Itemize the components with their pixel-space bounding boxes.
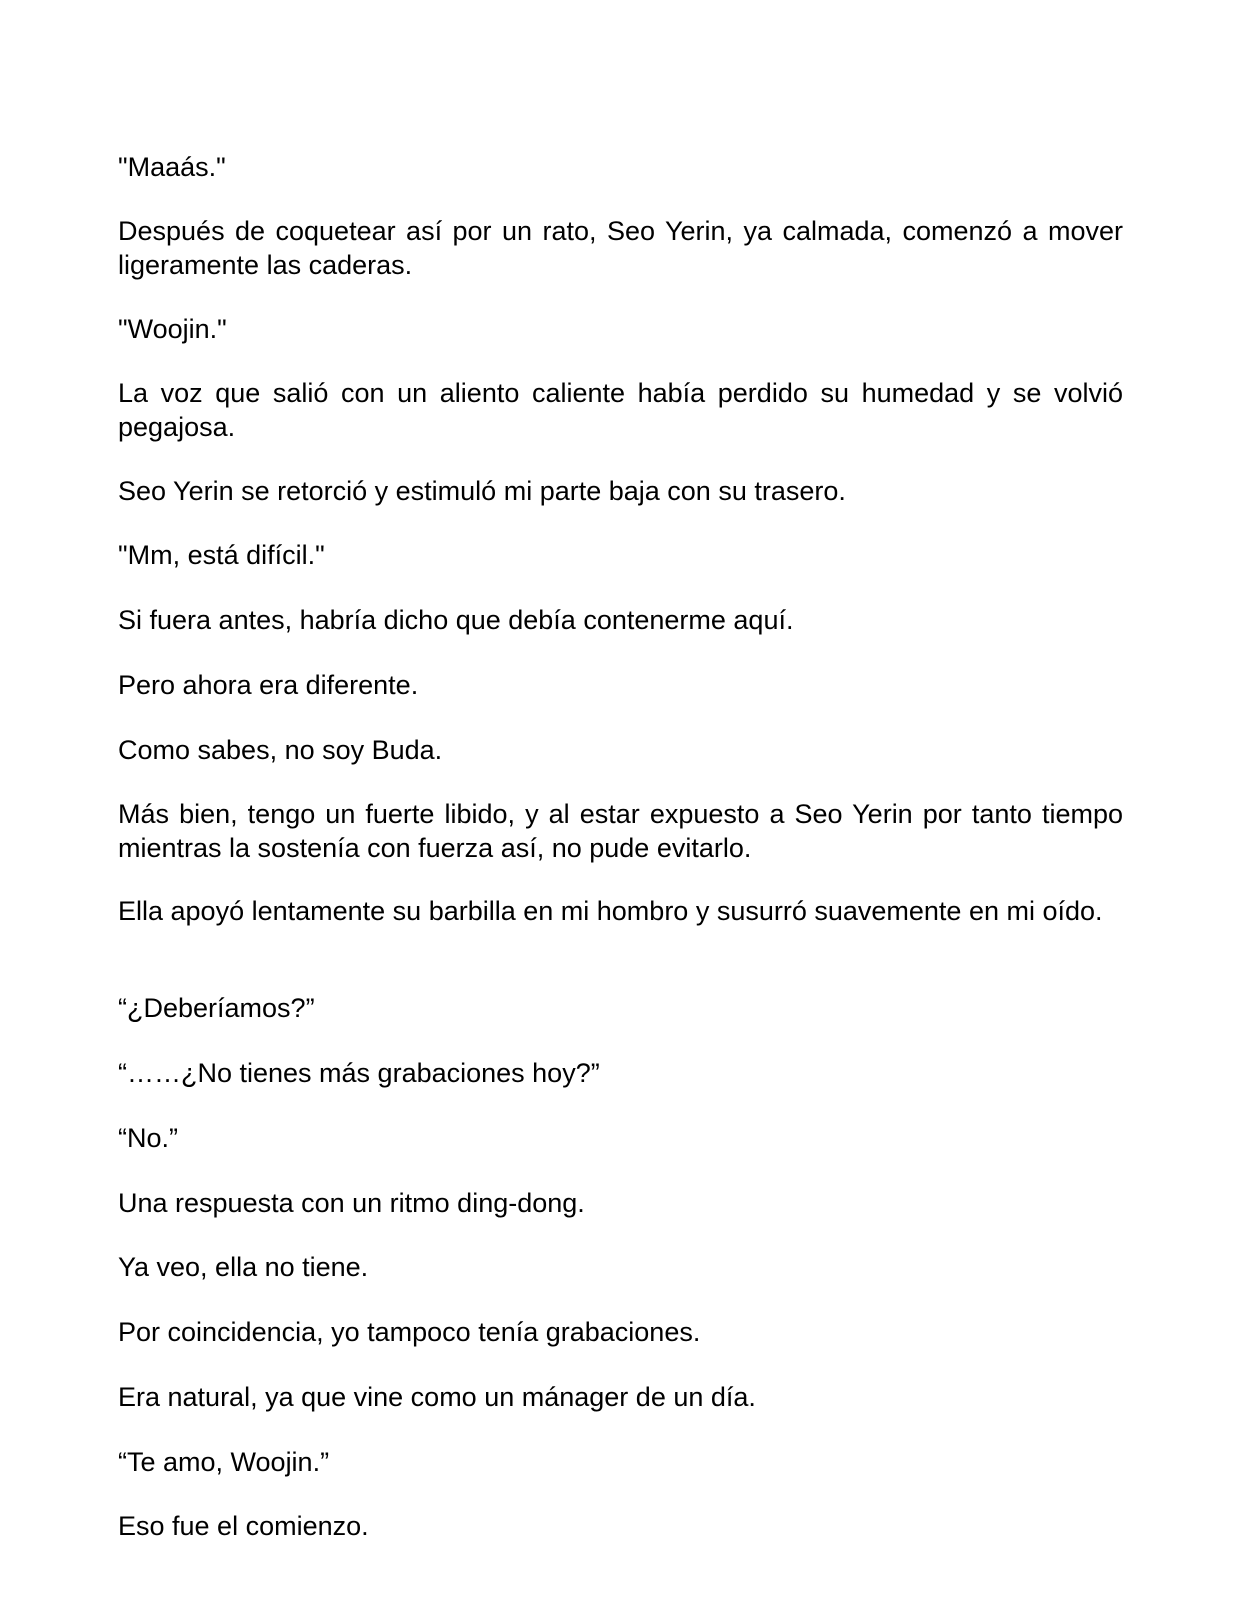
paragraph: Si fuera antes, habría dicho que debía contenerme aquí. [118,605,794,635]
paragraph: "Woojin." [118,314,227,344]
paragraph: “……¿No tienes más grabaciones hoy?” [118,1058,600,1088]
paragraph: “No.” [118,1123,178,1153]
paragraph: Después de coquetear así por un rato, Seo Yerin, ya calmada, comenzó a mover ligeramente las caderas. [118,216,1123,280]
paragraph: Pero ahora era diferente. [118,670,419,700]
paragraph: “¿Deberíamos?” [118,993,315,1023]
paragraph: Ella apoyó lentamente su barbilla en mi hombro y susurró suavemente en mi oído. [118,896,1103,926]
paragraph: Seo Yerin se retorció y estimuló mi parte baja con su trasero. [118,476,846,506]
paragraph: “Te amo, Woojin.” [118,1447,330,1477]
paragraph: Más bien, tengo un fuerte libido, y al estar expuesto a Seo Yerin por tanto tiempo mientras la sostenía con fuerza así, no pude evitarlo. [118,799,1123,863]
paragraph: Eso fue el comienzo. [118,1511,369,1541]
paragraph: La voz que salió con un aliento caliente había perdido su humedad y se volvió pegajosa. [118,378,1123,442]
paragraph: "Maaás." [118,152,226,182]
paragraph: Por coincidencia, yo tampoco tenía grabaciones. [118,1317,701,1347]
paragraph: Era natural, ya que vine como un mánager de un día. [118,1382,756,1412]
paragraph: Una respuesta con un ritmo ding-dong. [118,1188,585,1218]
paragraph: Como sabes, no soy Buda. [118,735,443,765]
paragraph: "Mm, está difícil." [118,540,325,570]
paragraph: Ya veo, ella no tiene. [118,1252,369,1282]
